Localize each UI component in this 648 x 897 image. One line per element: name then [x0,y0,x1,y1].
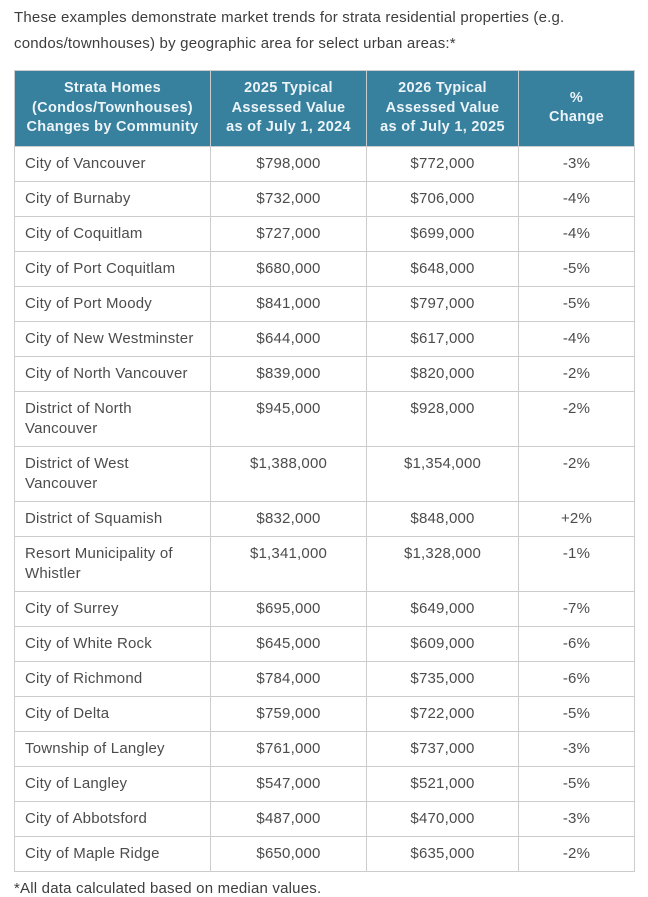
assessed-2026-cell: $772,000 [367,146,519,181]
assessed-2025-cell: $547,000 [211,766,367,801]
table-row [15,801,635,836]
percent-change-cell: -5% [519,286,635,321]
community-cell: City of Maple Ridge [15,836,211,871]
table-row [15,391,635,446]
percent-change-cell: -6% [519,661,635,696]
assessed-2026-cell: $470,000 [367,801,519,836]
assessed-2026-cell: $1,328,000 [367,536,519,591]
column-header-assessed-2026: 2026 Typical Assessed Value as of July 1, 2025 [367,71,519,147]
percent-change-cell: -4% [519,216,635,251]
table-row [15,501,635,536]
table-row [15,146,635,181]
assessed-2026-cell: $848,000 [367,501,519,536]
table-row [15,251,635,286]
assessed-2025-cell: $798,000 [211,146,367,181]
community-cell: City of Burnaby [15,181,211,216]
community-cell: City of White Rock [15,626,211,661]
community-cell: District of North Vancouver [15,391,211,446]
assessed-2026-cell: $617,000 [367,321,519,356]
table-row [15,286,635,321]
table-row [15,731,635,766]
percent-change-cell: +2% [519,501,635,536]
table-row [15,356,635,391]
assessed-2025-cell: $487,000 [211,801,367,836]
community-cell: City of Langley [15,766,211,801]
assessed-2026-cell: $928,000 [367,391,519,446]
assessed-2026-cell: $648,000 [367,251,519,286]
percent-change-cell: -2% [519,836,635,871]
assessed-2025-cell: $839,000 [211,356,367,391]
column-header-percent-change: % Change [519,71,635,147]
table-row [15,536,635,591]
percent-change-cell: -5% [519,696,635,731]
assessed-2026-cell: $699,000 [367,216,519,251]
table-row [15,321,635,356]
assessed-2026-cell: $1,354,000 [367,446,519,501]
table-row [15,626,635,661]
assessed-2026-cell: $521,000 [367,766,519,801]
assessed-2026-cell: $820,000 [367,356,519,391]
intro-text: These examples demonstrate market trends for strata residential properties (e.g. condos/townhouses) by geographic area for select urban areas:* [14,9,565,52]
percent-change-cell: -6% [519,626,635,661]
column-header-assessed-2025: 2025 Typical Assessed Value as of July 1, 2024 [211,71,367,147]
community-cell: City of North Vancouver [15,356,211,391]
percent-change-cell: -4% [519,321,635,356]
assessed-2026-cell: $649,000 [367,591,519,626]
percent-change-cell: -5% [519,766,635,801]
assessed-2025-cell: $945,000 [211,391,367,446]
table-row [15,216,635,251]
percent-change-cell: -3% [519,731,635,766]
community-cell: City of Vancouver [15,146,211,181]
table-row [15,836,635,871]
table-body [15,146,635,871]
assessed-2025-cell: $695,000 [211,591,367,626]
community-cell: District of West Vancouver [15,446,211,501]
assessed-2026-cell: $706,000 [367,181,519,216]
table-row [15,696,635,731]
assessed-2025-cell: $784,000 [211,661,367,696]
table-row [15,446,635,501]
table-header [15,71,635,147]
community-cell: City of Delta [15,696,211,731]
community-cell: District of Squamish [15,501,211,536]
community-cell: Resort Municipality of Whistler [15,536,211,591]
assessed-2025-cell: $832,000 [211,501,367,536]
table-header-row [15,71,635,147]
percent-change-cell: -3% [519,146,635,181]
assessed-2025-cell: $841,000 [211,286,367,321]
assessed-2026-cell: $722,000 [367,696,519,731]
strata-values-table [14,70,635,872]
assessed-2025-cell: $732,000 [211,181,367,216]
column-header-community: Strata Homes (Condos/Townhouses) Changes by Community [15,71,211,147]
assessed-2026-cell: $737,000 [367,731,519,766]
assessed-2025-cell: $644,000 [211,321,367,356]
community-cell: City of Abbotsford [15,801,211,836]
community-cell: City of Port Moody [15,286,211,321]
community-cell: City of New Westminster [15,321,211,356]
community-cell: City of Port Coquitlam [15,251,211,286]
assessed-2025-cell: $645,000 [211,626,367,661]
assessed-2026-cell: $735,000 [367,661,519,696]
community-cell: City of Coquitlam [15,216,211,251]
table-row [15,766,635,801]
assessed-2026-cell: $609,000 [367,626,519,661]
percent-change-cell: -3% [519,801,635,836]
community-cell: City of Surrey [15,591,211,626]
assessed-2025-cell: $680,000 [211,251,367,286]
table-row [15,661,635,696]
assessed-2025-cell: $1,388,000 [211,446,367,501]
table-row [15,591,635,626]
percent-change-cell: -2% [519,391,635,446]
assessed-2026-cell: $797,000 [367,286,519,321]
assessed-2025-cell: $759,000 [211,696,367,731]
assessed-2025-cell: $761,000 [211,731,367,766]
percent-change-cell: -7% [519,591,635,626]
assessed-2025-cell: $727,000 [211,216,367,251]
assessed-2025-cell: $1,341,000 [211,536,367,591]
percent-change-cell: -5% [519,251,635,286]
footnote-text: *All data calculated based on median values. [14,879,322,897]
community-cell: City of Richmond [15,661,211,696]
percent-change-cell: -1% [519,536,635,591]
table-row [15,181,635,216]
percent-change-cell: -2% [519,356,635,391]
assessed-2026-cell: $635,000 [367,836,519,871]
percent-change-cell: -4% [519,181,635,216]
assessed-2025-cell: $650,000 [211,836,367,871]
community-cell: Township of Langley [15,731,211,766]
percent-change-cell: -2% [519,446,635,501]
